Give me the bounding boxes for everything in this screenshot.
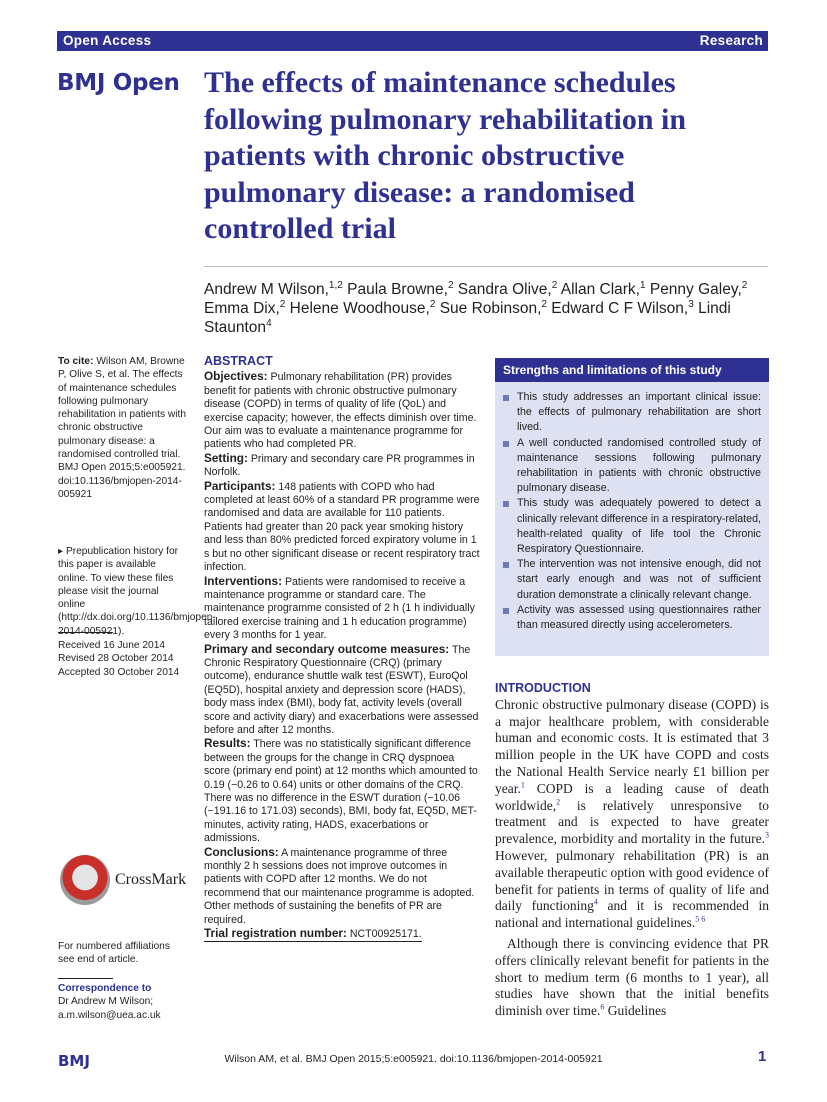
affiliations-note	[58, 940, 186, 967]
abstract-section	[204, 370, 480, 451]
accepted-date: Accepted 30 October 2014	[58, 666, 180, 678]
correspondence-label: Correspondence to	[58, 983, 152, 994]
title-divider	[204, 266, 768, 267]
strengths-list	[495, 390, 769, 633]
crossmark-icon	[60, 855, 110, 905]
abstract-section-text: Primary and secondary care PR programmes in Norfolk.	[204, 452, 475, 479]
trial-label: Trial registration number:	[204, 926, 347, 941]
crossmark-badge[interactable]	[60, 855, 200, 913]
abstract-section	[204, 575, 480, 643]
journal-logo: BMJ Open	[57, 70, 180, 96]
received-date: Received 16 June 2014	[58, 640, 166, 651]
top-banner	[57, 31, 768, 51]
trial-registration	[204, 927, 422, 942]
abstract-section	[204, 846, 480, 927]
page-footer	[0, 1045, 827, 1085]
affiliations-text: For numbered affiliations see end of article.	[58, 941, 170, 966]
abstract-section	[204, 452, 480, 480]
correspondence-email[interactable]: a.m.wilson@uea.ac.uk	[58, 1009, 161, 1021]
abstract-section-text: A maintenance programme of three monthly 2 h sessions does not improve outcomes in patients with COPD after 12 months. We do not recommend that our maintenance programme is adopted. Other methods of sustaining the benefits of PR are required.	[204, 846, 475, 926]
abstract-section-text: The Chronic Respiratory Questionnaire (CRQ) (primary outcome), endurance shuttle walk test (ESWT), EuroQol (EQ5D), hospital anxiety and depression score (HADS), body mass index (BMI), body fat, activity levels (overall score and activity diary) and exacerbations were assessed before and after 12 months.	[204, 643, 479, 736]
intro-heading: INTRODUCTION	[495, 681, 591, 695]
footer-citation: Wilson AM, et al. BMJ Open 2015;5:e005921. doi:10.1136/bmjopen-2014-005921	[224, 1053, 603, 1065]
revised-date: Revised 28 October 2014	[58, 653, 174, 665]
abstract-section-text: 148 patients with COPD who had completed at least 60% of a standard PR programme were randomised and data are available for 110 patients. Patients had greater than 20 pack year smoking history and less than 80% predicted forced expiratory volume in 1 s but no other significant disease or recent respiratory tract infection.	[204, 480, 480, 574]
cite-label: To cite:	[58, 356, 94, 367]
strength-item: The intervention was not intensive enough, did not start early enough and was not of sufficient duration demonstrate a clinically relevant change.	[503, 557, 761, 603]
strength-item: A well conducted randomised controlled study of maintenance sessions following pulmonary rehabilitation in patients with chronic obstructive pulmonary disease.	[503, 436, 761, 497]
cite-text: Wilson AM, Browne P, Olive S, et al. The effects of maintenance schedules following pulmonary rehabilitation in patients with chronic obstructive pulmonary disease: a randomised controlled trial. BMJ Open 2015;5:e005921. doi:10.1136/bmjopen-2014-005921	[58, 356, 186, 500]
citation-block	[58, 355, 186, 501]
abstract-section	[204, 643, 480, 738]
author-list: Andrew M Wilson,$^{1,2}$ Paula Browne,$^2$ Sandra Olive,$^2$ Allan Clark,$^1$ Penny Galey,$^2$ Emma Dix,$^2$ Helene Woodhouse,$^2$ Sue Robinson,$^2$ Edward C F Wilson,$^3$ Lindi Staunton$^4$	[204, 279, 748, 336]
abstract-heading: ABSTRACT	[204, 354, 273, 368]
prepub-note	[58, 545, 216, 638]
article-type-label: Research	[699, 33, 763, 48]
footer-logo: BMJ	[58, 1052, 90, 1070]
abstract-section-text: There was no statistically significant difference between the groups for the change in CRQ dyspnoea score (primary end point) at 12 months which amounted to 0.19 (−0.26 to 0.64) units or other domains of the CRQ. There was no difference in the ESWT duration (−10.06 (−191.16 to 171.03) seconds), BMI, body fat, EQ5D, MET-minutes, activity rating, HADS, exacerbations or admissions.	[204, 738, 478, 845]
introduction	[495, 680, 769, 1020]
open-access-label: Open Access	[63, 33, 152, 48]
abstract-section-label: Results:	[204, 736, 251, 751]
correspondence-name: Dr Andrew M Wilson;	[58, 996, 154, 1008]
correspondence-divider	[58, 978, 113, 979]
correspondence-block	[58, 978, 186, 1022]
trial-number: NCT00925171.	[346, 928, 422, 941]
abstract-section-label: Primary and secondary outcome measures:	[204, 641, 450, 656]
strengths-box	[495, 358, 769, 656]
prepub-text: ▸ Prepublication history for this paper is available online. To view these files please visit the journal online (http://dx.doi.org/10.1136/bmjopen-2014-005921).	[58, 546, 216, 637]
abstract-section-text: Patients were randomised to receive a maintenance programme or standard care. The maintenance programme consisted of 2 h (1 h individually tailored exercise training and 1 h education programme) every 3 months for 1 year.	[204, 575, 475, 642]
abstract-section-label: Conclusions:	[204, 844, 279, 859]
abstract-sections	[204, 370, 480, 927]
intro-paragraph-1: Chronic obstructive pulmonary disease (COPD) is a major healthcare problem, with considerable human and economic costs. It is estimated that 3 million people in the UK have COPD and costs the National Health Service nearly £1 billion per year.$^1$ COPD is a leading cause of death worldwide,$^2$ is relatively unresponsive to treatment and is expected to have greater prevalence, morbidity and mortality in the future.$^3$ However, pulmonary rehabilitation (PR) is an available therapeutic option with good evidence of benefit for patients in terms of quality of life and daily functioning$^4$ and it is recommended in national and international guidelines.$^{5 6}$	[495, 696, 770, 931]
article-title: The effects of maintenance schedules following pulmonary rehabilitation in patients with chronic obstructive pulmonary disease: a randomised controlled trial	[204, 66, 687, 245]
abstract-section-label: Participants:	[204, 478, 276, 493]
strength-item: Activity was assessed using questionnaires rather than measured directly using accelerometers.	[503, 603, 761, 633]
abstract-section	[204, 737, 480, 845]
strength-item: This study addresses an important clinical issue: the effects of pulmonary rehabilitation are short lived.	[503, 390, 761, 436]
intro-paragraph-2: Although there is convincing evidence that PR offers clinically relevant benefit for patients in the short to medium term (6 months to 1 year), all studies have shown that the initial benefits diminish over time.$^6$ Guidelines	[495, 935, 769, 1019]
abstract-section-label: Setting:	[204, 450, 248, 465]
abstract-section-label: Objectives:	[204, 369, 268, 384]
dates-block	[58, 632, 186, 679]
page-number: 1	[758, 1048, 767, 1065]
dates-divider	[58, 632, 113, 633]
crossmark-label: CrossMark	[115, 871, 187, 888]
strengths-heading: Strengths and limitations of this study	[495, 358, 769, 382]
strength-item: This study was adequately powered to detect a clinically relevant difference in a respiratory-related, health-related quality of life tool the Chronic Respiratory Questionnaire.	[503, 496, 761, 557]
abstract-section	[204, 480, 480, 575]
abstract-section-text: Pulmonary rehabilitation (PR) provides benefit for patients with chronic obstructive pulmonary disease (COPD) in terms of quality of life (QoL) and exercise capacity; however, the effects diminish over time. Our aim was to evaluate a maintenance programme for patients who had completed PR.	[204, 371, 477, 451]
abstract	[204, 355, 480, 942]
abstract-section-label: Interventions:	[204, 573, 282, 588]
